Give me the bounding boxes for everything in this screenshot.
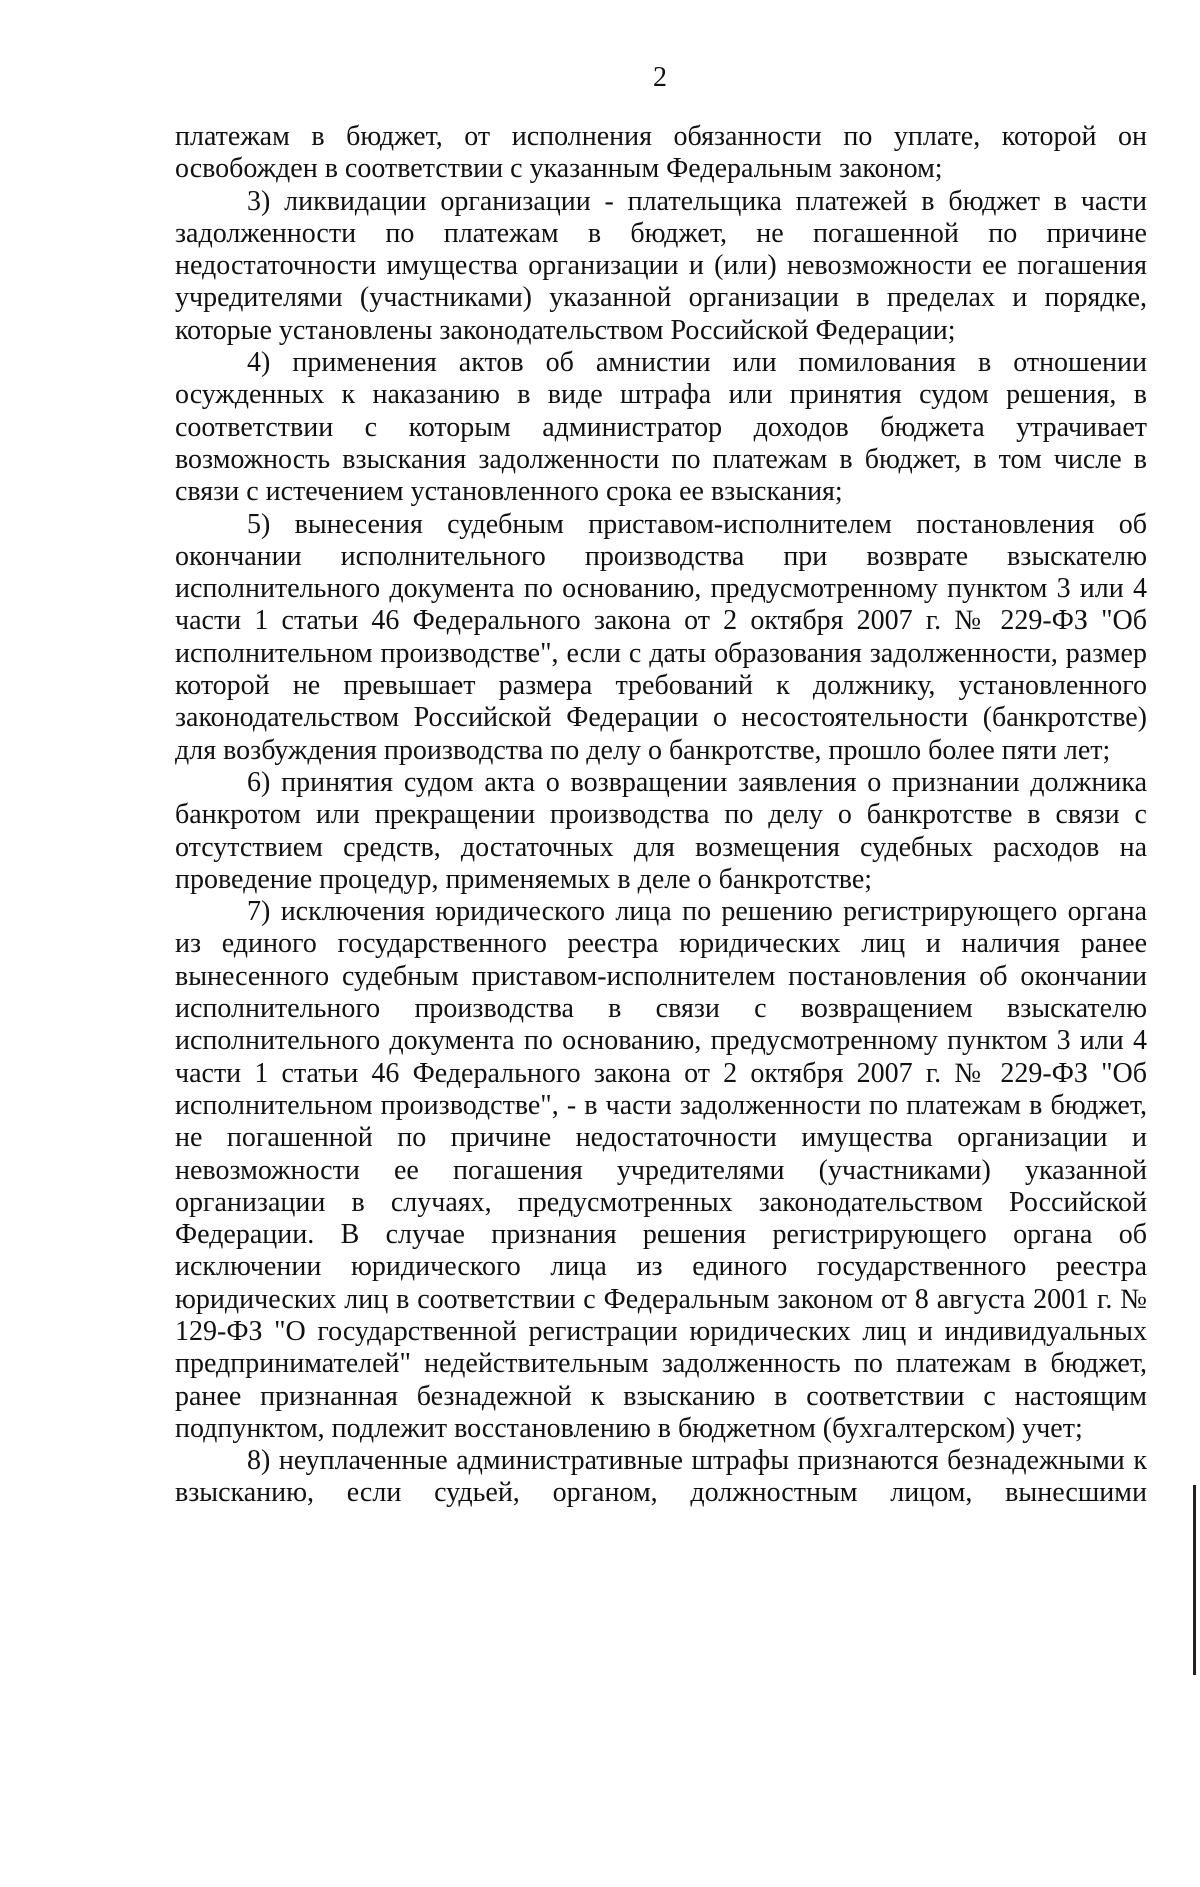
page-number: 2 xyxy=(653,62,667,93)
paragraph-item-6: 6) принятия судом акта о возвращении заявления о признании должника банкротом или прекращении производства по делу о банкротстве в связи с отсутствием средств, достаточных для возмещения судебных расходов на проведение процедур, применяемых в деле о банкротстве; xyxy=(175,766,1147,895)
paragraph-item-4: 4) применения актов об амнистии или помилования в отношении осужденных к наказанию в виде штрафа или принятия судом решения, в соответствии с которым администратор доходов бюджета утрачивает возможность взыскания задолженности по платежам в бюджет, в том числе в связи с истечением установленного срока ее взыскания; xyxy=(175,347,1147,508)
document-body xyxy=(175,121,1147,1510)
paragraph-item-5: 5) вынесения судебным приставом-исполнителем постановления об окончании исполнительного производства при возврате взыскателю исполнительного документа по основанию, предусмотренному пунктом 3 или 4 части 1 статьи 46 Федерального закона от 2 октября 2007 г. № 229-ФЗ "Об исполнительном производстве", если с даты образования задолженности, размер которой не превышает размера требований к должнику, установленного законодательством Российской Федерации о несостоятельности (банкротстве) для возбуждения производства по делу о банкротстве, прошло более пяти лет; xyxy=(175,508,1147,766)
paragraph-item-3: 3) ликвидации организации - плательщика платежей в бюджет в части задолженности по платежам в бюджет, не погашенной по причине недостаточности имущества организации и (или) невозможности ее погашения учредителями (участниками) указанной организации в пределах и порядке, которые установлены законодательством Российской Федерации; xyxy=(175,185,1147,346)
paragraph-item-7: 7) исключения юридического лица по решению регистрирующего органа из единого государственного реестра юридических лиц и наличия ранее вынесенного судебным приставом-исполнителем постановления об окончании исполнительного производства в связи с возвращением взыскателю исполнительного документа по основанию, предусмотренному пунктом 3 или 4 части 1 статьи 46 Федерального закона от 2 октября 2007 г. № 229-ФЗ "Об исполнительном производстве", - в части задолженности по платежам в бюджет, не погашенной по причине недостаточности имущества организации и невозможности ее погашения учредителями (участниками) указанной организации в случаях, предусмотренных законодательством Российской Федерации. В случае признания решения регистрирующего органа об исключении юридического лица из единого государственного реестра юридических лиц в соответствии с Федеральным законом от 8 августа 2001 г. № 129-ФЗ "О государственной регистрации юридических лиц и индивидуальных предпринимателей" недействительным задолженность по платежам в бюджет, ранее признанная безнадежной к взысканию в соответствии с настоящим подпунктом, подлежит восстановлению в бюджетном (бухгалтерском) учет; xyxy=(175,896,1147,1444)
paragraph-item-8: 8) неуплаченные административные штрафы признаются безнадежными к взысканию, если судьей, органом, должностным лицом, вынесшими xyxy=(175,1445,1147,1509)
scan-edge-line xyxy=(1193,1485,1196,1675)
paragraph-continuation: платежам в бюджет, от исполнения обязанности по уплате, которой он освобожден в соответствии с указанным Федеральным законом; xyxy=(175,121,1147,185)
